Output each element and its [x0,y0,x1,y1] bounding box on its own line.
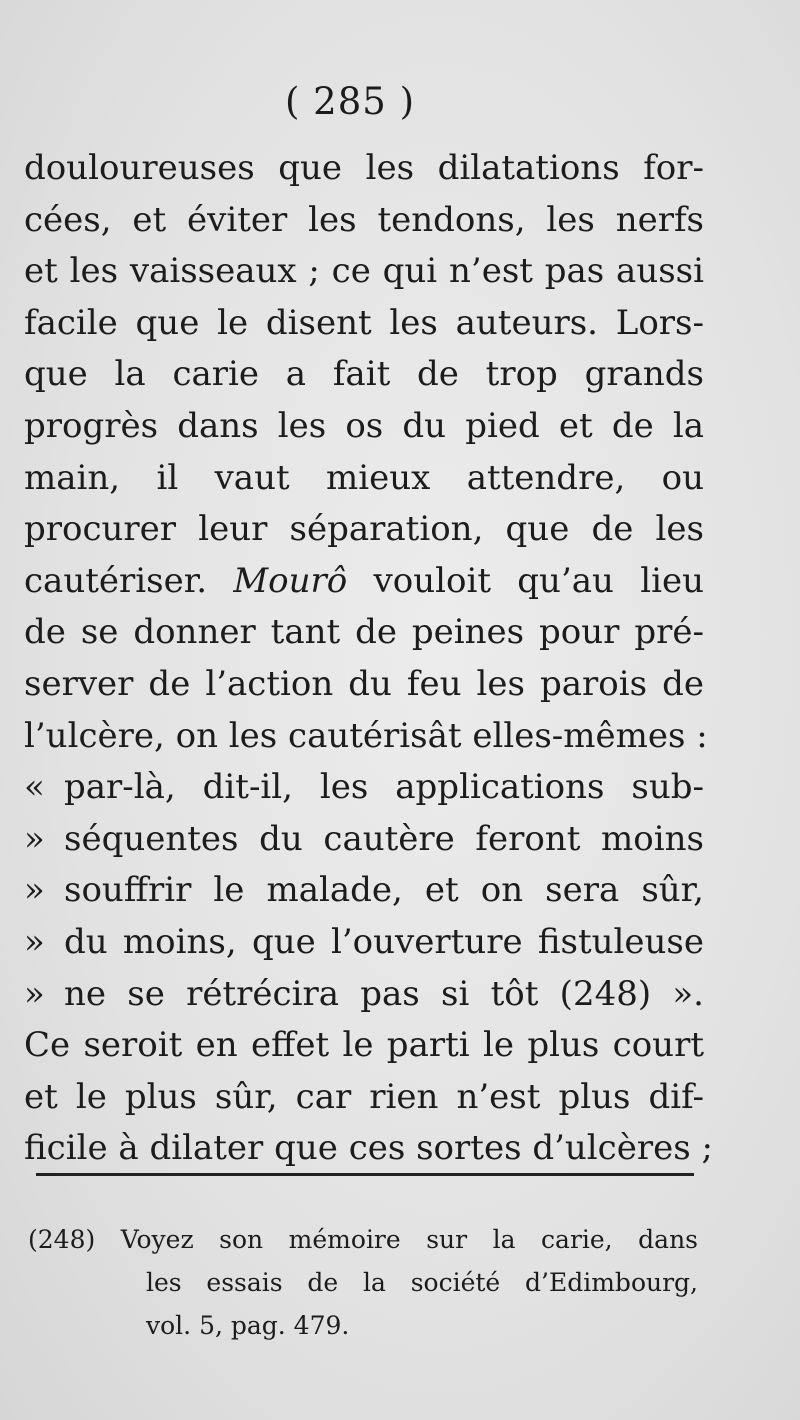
quote-text: ne se rétrécira pas si tôt (248) ». [64,973,704,1014]
text-line: douloureuses que les dilatations for- [24,148,704,188]
text-after-name: vouloit qu’au lieu [347,560,704,601]
quote-line [24,762,704,814]
text-line-mouro [24,556,704,608]
page-number: ( 285 ) [284,80,415,123]
footnote-divider [36,1173,694,1176]
text-line: l’ulcère, on les cautérisât elles-mêmes : [24,715,708,756]
footnote-line: (248) Voyez son mémoire sur la carie, dans [28,1225,698,1254]
text-line: facile que le disent les auteurs. Lors- [24,302,704,343]
text-line: Ce seroit en effet le parti le plus court [24,1025,704,1066]
text-line: et le plus sûr, car rien n’est plus dif- [24,1076,704,1117]
quote-mark: » [24,921,45,962]
author-name-italic: Mourô [233,560,348,601]
quote-line [24,814,704,866]
quote-text: souffrir le malade, et on sera sûr, [64,870,704,911]
footnote [28,1218,698,1347]
quote-line [24,865,704,917]
text-line: procurer leur séparation, que de les [24,509,704,550]
quote-line [24,917,704,969]
quote-text: par-là, dit-il, les applications sub- [64,767,704,808]
quote-mark: » [24,818,45,859]
text-line: et les vaisseaux ; ce qui n’est pas aussi [24,251,704,292]
text-line: server de l’action du feu les parois de [24,663,704,704]
text-before-name: cautériser. [24,560,234,601]
quote-text: séquentes du cautère feront moins [64,818,704,859]
text-line: que la carie a fait de trop grands [24,354,704,395]
text-line: main, il vaut mieux attendre, ou [24,457,704,498]
text-line: ficile à dilater que ces sortes d’ulcères ; [24,1128,713,1169]
quote-mark: « [24,767,45,808]
quote-mark: » [24,973,45,1014]
quote-mark: » [24,870,45,911]
text-line: de se donner tant de peines pour pré- [24,612,704,653]
footnote-line: les essais de la société d’Edimbourg, [146,1268,698,1297]
footnote-line: vol. 5, pag. 479. [146,1311,350,1340]
text-line: cées, et éviter les tendons, les nerfs [24,199,704,240]
body-text [24,143,713,1175]
text-line: progrès dans les os du pied et de la [24,405,704,446]
quote-line [24,969,704,1021]
quote-text: du moins, que l’ouverture fistuleuse [64,921,704,962]
